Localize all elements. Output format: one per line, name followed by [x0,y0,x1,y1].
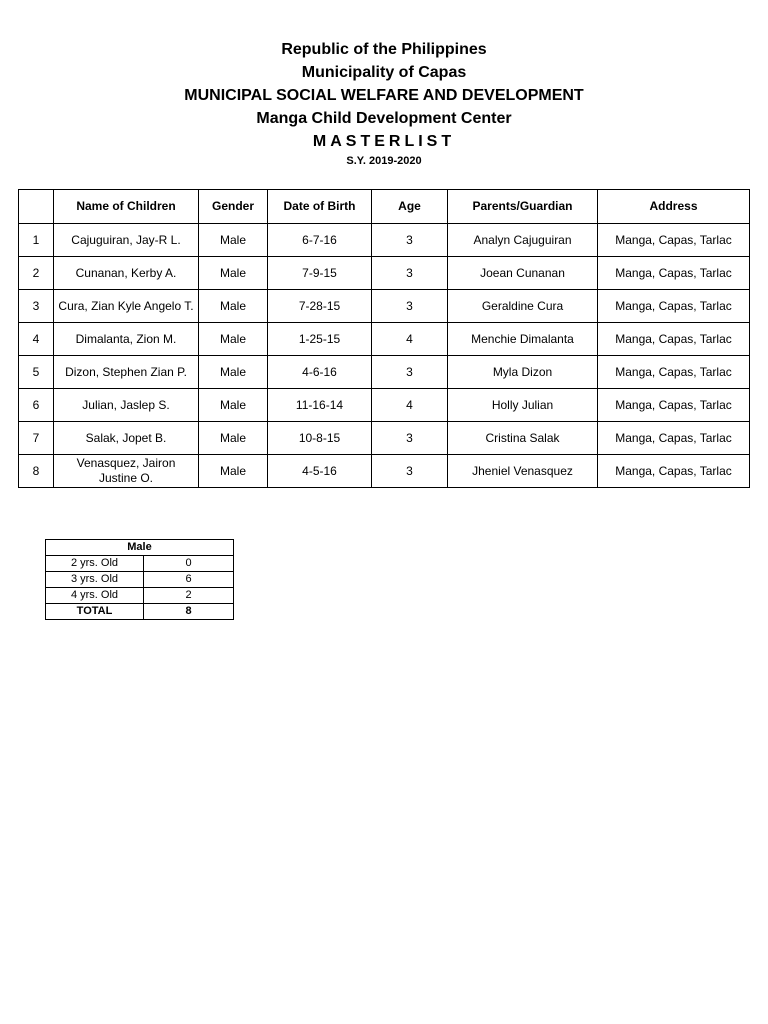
table-row [19,290,750,323]
summary-label: 2 yrs. Old [46,556,144,572]
summary-label: 3 yrs. Old [46,572,144,588]
cell-number: 2 [19,257,54,290]
cell-dob: 7-28-15 [268,290,372,323]
table-row [19,356,750,389]
cell-gender: Male [199,290,268,323]
header-parent: Parents/Guardian [448,190,598,224]
cell-name: Cunanan, Kerby A. [54,257,199,290]
cell-address: Manga, Capas, Tarlac [598,257,750,290]
cell-gender: Male [199,323,268,356]
cell-dob: 11-16-14 [268,389,372,422]
age-summary-table [45,539,234,620]
document-header [0,38,768,169]
cell-dob: 4-5-16 [268,455,372,488]
cell-gender: Male [199,389,268,422]
cell-age: 3 [372,356,448,389]
summary-total-value: 8 [144,604,234,620]
masterlist-table [18,189,750,488]
cell-age: 3 [372,290,448,323]
cell-name: Salak, Jopet B. [54,422,199,455]
cell-number: 4 [19,323,54,356]
summary-title: Male [46,540,234,556]
cell-number: 7 [19,422,54,455]
header-name: Name of Children [54,190,199,224]
header-dob: Date of Birth [268,190,372,224]
table-header-row [19,190,750,224]
cell-age: 4 [372,323,448,356]
cell-dob: 1-25-15 [268,323,372,356]
cell-gender: Male [199,224,268,257]
cell-name: Cajuguiran, Jay-R L. [54,224,199,257]
header-number [19,190,54,224]
cell-address: Manga, Capas, Tarlac [598,323,750,356]
cell-age: 3 [372,257,448,290]
cell-number: 5 [19,356,54,389]
cell-age: 4 [372,389,448,422]
cell-address: Manga, Capas, Tarlac [598,356,750,389]
cell-name: Venasquez, Jairon Justine O. [54,455,199,488]
cell-dob: 6-7-16 [268,224,372,257]
summary-row [46,572,234,588]
cell-name: Dimalanta, Zion M. [54,323,199,356]
table-row [19,257,750,290]
header-municipality: Municipality of Capas [301,64,467,81]
cell-number: 8 [19,455,54,488]
table-row [19,323,750,356]
header-age: Age [372,190,448,224]
cell-parent: Myla Dizon [448,356,598,389]
cell-number: 1 [19,224,54,257]
cell-parent: Cristina Salak [448,422,598,455]
cell-gender: Male [199,455,268,488]
table-row [19,389,750,422]
cell-gender: Male [199,356,268,389]
cell-address: Manga, Capas, Tarlac [598,422,750,455]
summary-label: 4 yrs. Old [46,588,144,604]
cell-gender: Male [199,257,268,290]
cell-address: Manga, Capas, Tarlac [598,389,750,422]
header-address: Address [598,190,750,224]
summary-value: 2 [144,588,234,604]
header-office: MUNICIPAL SOCIAL WELFARE AND DEVELOPMENT [184,87,584,104]
cell-number: 6 [19,389,54,422]
table-row [19,422,750,455]
cell-parent: Joean Cunanan [448,257,598,290]
header-center: Manga Child Development Center [256,110,512,127]
header-republic: Republic of the Philippines [281,41,487,58]
school-year: S.Y. 2019-2020 [346,155,422,167]
cell-parent: Holly Julian [448,389,598,422]
summary-value: 6 [144,572,234,588]
table-row [19,455,750,488]
cell-name: Julian, Jaslep S. [54,389,199,422]
cell-parent: Menchie Dimalanta [448,323,598,356]
cell-dob: 4-6-16 [268,356,372,389]
summary-value: 0 [144,556,234,572]
cell-age: 3 [372,455,448,488]
header-gender: Gender [199,190,268,224]
cell-parent: Jheniel Venasquez [448,455,598,488]
cell-age: 3 [372,422,448,455]
cell-number: 3 [19,290,54,323]
cell-parent: Analyn Cajuguiran [448,224,598,257]
cell-dob: 10-8-15 [268,422,372,455]
cell-gender: Male [199,422,268,455]
cell-address: Manga, Capas, Tarlac [598,224,750,257]
cell-name: Cura, Zian Kyle Angelo T. [54,290,199,323]
summary-row [46,556,234,572]
table-row [19,224,750,257]
cell-dob: 7-9-15 [268,257,372,290]
summary-row [46,588,234,604]
cell-address: Manga, Capas, Tarlac [598,455,750,488]
summary-total-row [46,604,234,620]
cell-parent: Geraldine Cura [448,290,598,323]
document-title: MASTERLIST [312,133,456,150]
cell-name: Dizon, Stephen Zian P. [54,356,199,389]
cell-address: Manga, Capas, Tarlac [598,290,750,323]
summary-total-label: TOTAL [46,604,144,620]
cell-age: 3 [372,224,448,257]
summary-header-row [46,540,234,556]
